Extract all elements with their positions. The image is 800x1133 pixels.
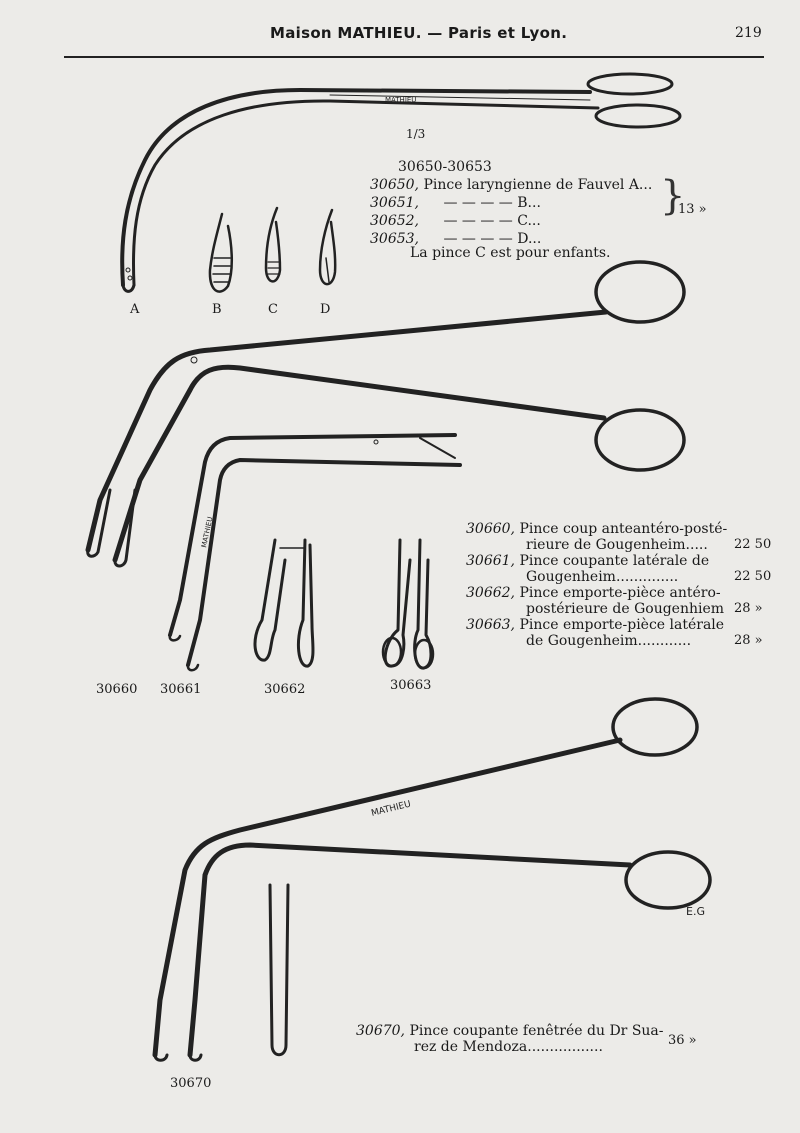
- variant-label-b: B: [212, 302, 222, 317]
- figure-label-30662: 30662: [264, 682, 306, 697]
- item-description: Pince coup anteantéro-posté-: [519, 521, 728, 537]
- item-price: 36 »: [668, 1033, 697, 1048]
- tip-variant-d: [320, 210, 335, 284]
- fauvel-note: La pince C est pour enfants.: [410, 245, 611, 261]
- tip-variant-b: [210, 214, 232, 292]
- item-number: 30663,: [466, 617, 515, 633]
- maker-mark-30661: MATHIEU: [200, 516, 215, 549]
- item-number: 30670,: [356, 1023, 405, 1039]
- fauvel-item-row: [370, 176, 652, 194]
- item-description-cont: rieure de Gougenheim.....: [526, 537, 708, 553]
- item-price: 22 50: [734, 569, 772, 584]
- scale-fraction: 1/3: [406, 127, 426, 141]
- suarez-forceps-30670: [155, 699, 710, 1060]
- item-number: 30661,: [466, 553, 515, 569]
- tip-variant-c: [266, 208, 280, 281]
- page-header-title: Maison MATHIEU. — Paris et Lyon.: [270, 24, 568, 42]
- item-description: Pince coupante latérale de: [519, 553, 710, 569]
- item-number: 30660,: [466, 521, 515, 537]
- fauvel-range: 30650-30653: [398, 159, 492, 175]
- item-description: — — — — D...: [443, 231, 542, 247]
- item-description-cont: de Gougenheim............: [526, 633, 692, 649]
- item-price: 22 50: [734, 537, 772, 552]
- figure-label-30660: 30660: [96, 682, 138, 697]
- item-number: 30650,: [370, 177, 419, 193]
- item-number: 30652,: [370, 213, 419, 229]
- fauvel-item-row: [370, 212, 541, 230]
- item-description: Pince laryngienne de Fauvel A...: [423, 177, 653, 193]
- fauvel-item-row: [370, 194, 541, 212]
- figure-label-30670: 30670: [170, 1076, 212, 1091]
- variant-label-c: C: [268, 302, 278, 317]
- figure-label-30663: 30663: [390, 678, 432, 693]
- item-description: — — — — C...: [443, 213, 541, 229]
- item-description-cont: postérieure de Gougenhiem: [526, 601, 725, 617]
- tip-30663: [383, 540, 433, 668]
- item-description: — — — — B...: [443, 195, 541, 211]
- item-price: 28 »: [734, 601, 763, 616]
- item-description: Pince coupante fenêtrée du Dr Sua-: [409, 1023, 664, 1039]
- maker-mark-top: MATHIEU: [385, 96, 417, 104]
- fauvel-price: 13 »: [678, 202, 707, 217]
- item-number: 30651,: [370, 195, 419, 211]
- variant-label-d: D: [320, 302, 331, 317]
- item-description-cont: Gougenheim..............: [526, 569, 679, 585]
- item-number: 30662,: [466, 585, 515, 601]
- engraver-signature: E.G: [686, 905, 705, 918]
- item-description: Pince emporte-pièce antéro-: [519, 585, 721, 601]
- page-number: 219: [735, 25, 762, 41]
- maker-mark-30670: MATHIEU: [370, 799, 412, 819]
- item-description: Pince emporte-pièce latérale: [519, 617, 725, 633]
- blade-detail-30670: [270, 885, 288, 1055]
- price-brace: }: [660, 173, 686, 219]
- item-price: 28 »: [734, 633, 763, 648]
- item-number: 30653,: [370, 231, 419, 247]
- figure-label-30661: 30661: [160, 682, 202, 697]
- item-description-cont: rez de Mendoza.................: [414, 1039, 603, 1055]
- variant-label-a: A: [130, 302, 140, 317]
- tip-30662: [255, 540, 313, 666]
